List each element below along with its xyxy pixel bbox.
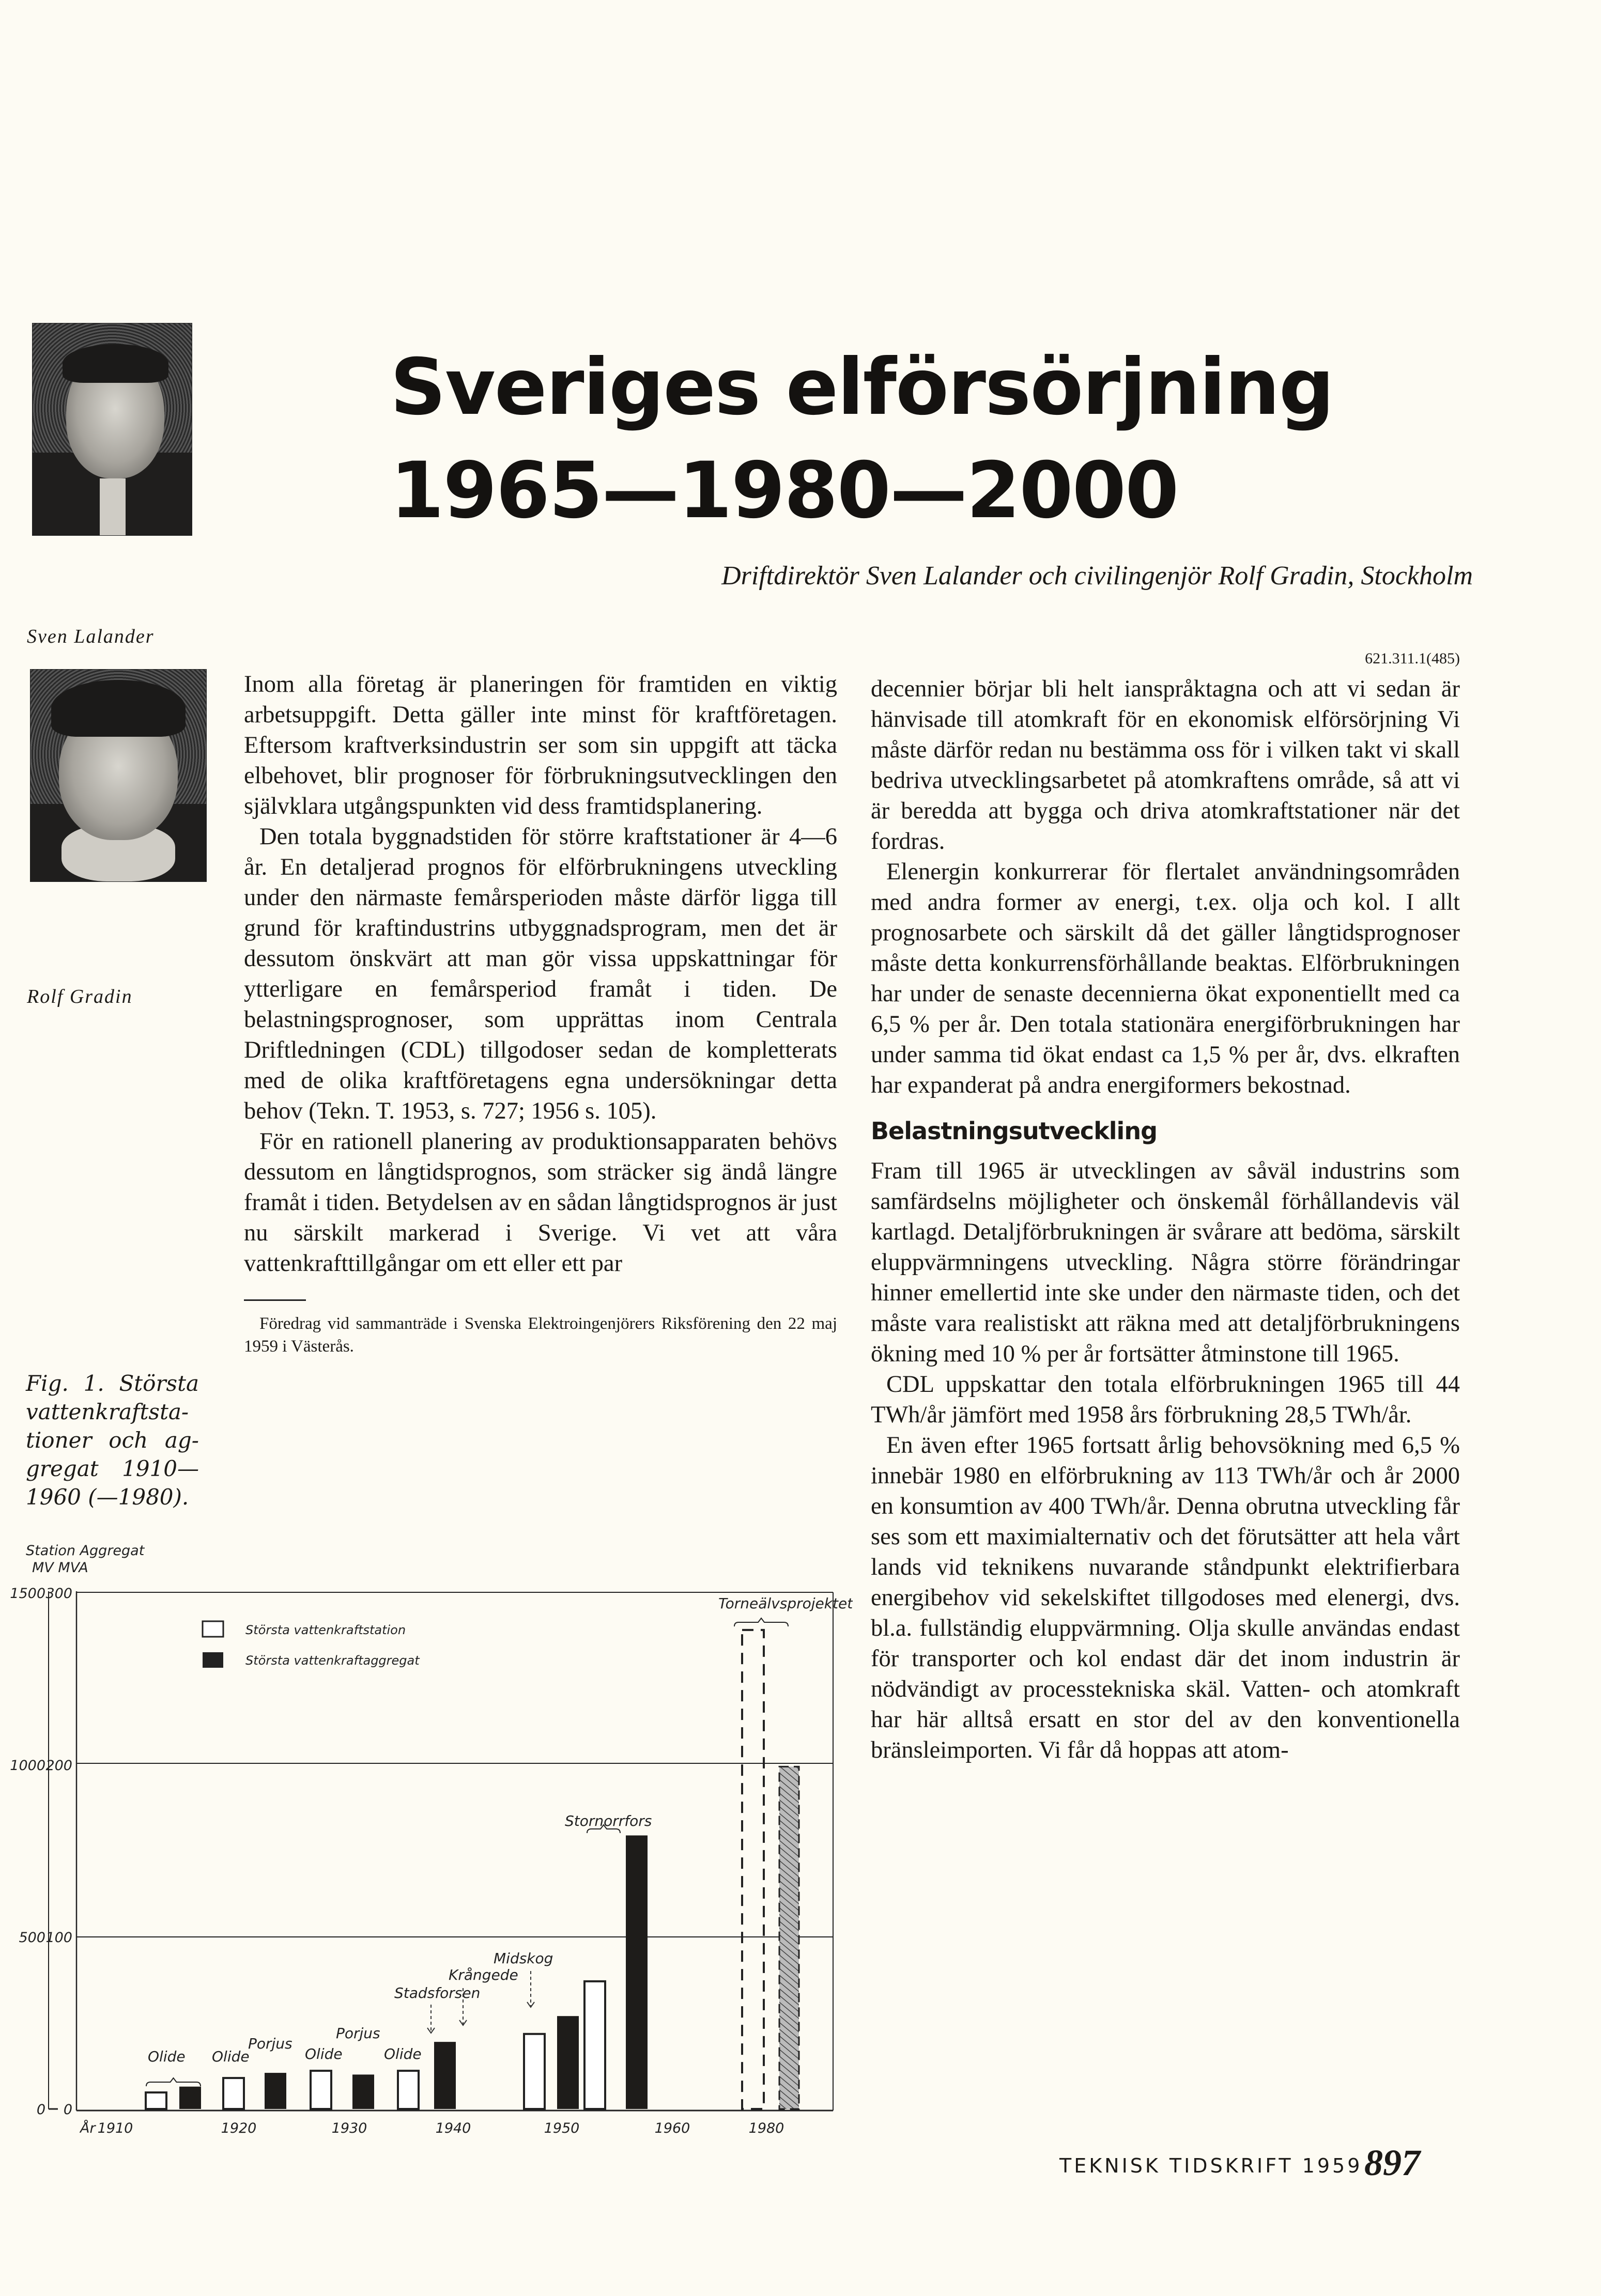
svg-text:Största vattenkraftaggregat: Största vattenkraftaggregat	[245, 1653, 420, 1668]
bar-chart	[0, 1540, 853, 2139]
svg-text:200: 200	[45, 1758, 72, 1774]
photo-caption-lalander: Sven Lalander	[27, 626, 155, 647]
paragraph: CDL uppskattar den totala elförbrukningen 1965 till 44 TWh/år jämfört med 1958 års förbrukning 28,5 TWh/år.	[871, 1371, 1460, 1428]
svg-text:År: År	[80, 2120, 96, 2136]
svg-text:Största vattenkraftstation: Största vattenkraftstation	[245, 1623, 406, 1637]
svg-text:1980: 1980	[748, 2120, 784, 2136]
paragraph: Elenergin konkurrerar för flertalet användningsområden med andra former av energi, t.ex. olja och kol. I allt prognosarbete och särskilt då det gäller långtidsprognoser måste detta konkurrensförhållande beaktas. Elförbrukningen har under de senaste decennierna ökat exponentiellt med ca 6,5 % per år. Den totala stationära energiförbrukningen har under samma tid ökat endast ca 1,5 % per år, dvs. elkraften har expanderat på andra energiformers bekostnad.	[871, 859, 1460, 1098]
svg-text:100: 100	[45, 1930, 72, 1946]
svg-text:1910: 1910	[97, 2120, 133, 2136]
figure-caption: Fig. 1. Största vattenkraftsta-tioner och ag-gregat 1910—1960 (—1980).	[26, 1371, 199, 1510]
article-title	[390, 336, 1333, 542]
svg-text:1930: 1930	[331, 2120, 367, 2136]
svg-text:Olide: Olide	[148, 2048, 186, 2065]
svg-text:500: 500	[19, 1930, 45, 1946]
author-photo-lalander	[32, 323, 192, 536]
svg-text:0: 0	[63, 2102, 72, 2118]
svg-text:1940: 1940	[435, 2120, 471, 2136]
page-number: 897	[1364, 2142, 1420, 2183]
title-line-2: 1965—1980—2000	[390, 446, 1178, 536]
footnote-rule	[244, 1299, 306, 1301]
svg-text:Olide: Olide	[384, 2045, 422, 2062]
footnote: Föredrag vid sammanträde i Svenska Elektroingenjörers Riksförening den 22 maj 1959 i Västerås.	[244, 1314, 837, 1356]
svg-text:Midskog: Midskog	[494, 1950, 553, 1967]
photo-caption-gradin: Rolf Gradin	[27, 986, 133, 1007]
column-1	[244, 669, 837, 1358]
paragraph: Den totala byggnadstiden för större kraftstationer är 4—6 år. En detaljerad prognos för elförbrukningens utveckling under den närmaste femårsperioden måste därför ligga till grund för kraftindustrins utbyggnadsprogram, men det är dessutom önskvärt att man gör vissa uppskattningar för ytterligare en femårsperiod framåt i tiden. De belastningsprognoser, som upprättas inom Centrala Driftledningen (CDL) tillgodoser sedan de kompletterats med de olika kraftföretagens egna undersökningar detta behov (Tekn. T. 1953, s. 727; 1956 s. 105).	[244, 824, 837, 1124]
svg-text:300: 300	[45, 1586, 72, 1602]
byline: Driftdirektör Sven Lalander och civilingenjör Rolf Gradin, Stockholm	[721, 561, 1473, 591]
section-heading: Belastningsutveckling	[871, 1117, 1157, 1145]
svg-text:Krångede: Krångede	[449, 1966, 518, 1983]
svg-text:Stadsforsen: Stadsforsen	[394, 1984, 481, 2002]
svg-text:1960: 1960	[654, 2120, 690, 2136]
svg-text:1950: 1950	[544, 2120, 580, 2136]
svg-text:Stornorrfors: Stornorrfors	[565, 1812, 652, 1829]
journal-footer: TEKNISK TIDSKRIFT 1959	[1059, 2154, 1363, 2177]
svg-text:1500: 1500	[10, 1586, 45, 1602]
author-photo-gradin	[30, 669, 207, 882]
udc-code: 621.311.1(485)	[1365, 650, 1460, 667]
svg-text:Porjus: Porjus	[248, 2035, 293, 2052]
paragraph: Fram till 1965 är utvecklingen av såväl industrins som samfärdselns möjligheter och önskemål förhållandevis väl kartlagd. Detaljförbrukningen är svårare att bedöma, särskilt eluppvärmningens utveckling. Några större förändringar hinner emellertid inte ske under den närmaste tiden, och det måste vara realistiskt att räkna med att detaljförbrukningens ökning med 10 % per år fortsätter åtminstone till 1965.	[871, 1158, 1460, 1367]
paragraph: En även efter 1965 fortsatt årlig behovsökning med 6,5 % innebär 1980 en elförbrukning av 113 TWh/år och år 2000 en konsumtion av 400 TWh/år. Denna obrutna utveckling får ses som ett maximialternativ och det förutsätter att hela vårt lands vid teknikens nuvarande ståndpunkt elektrifierbara energibehov vid sekelskiftet tillgodoses med elenergi, dvs. bl.a. fullständig eluppvärmning. Olja skulle användas endast för transporter och kol endast där det inom industrin är nödvändigt av processtekniska skäl. Vatten- och atomkraft har här alltså ersatt en stor del av den konventionella bränsleimporten. Vi får då hoppas att atom-	[871, 1432, 1460, 1763]
title-line-1: Sveriges elförsörjning	[390, 343, 1334, 432]
svg-text:1920: 1920	[221, 2120, 257, 2136]
svg-text:Olide: Olide	[212, 2048, 250, 2065]
svg-text:Olide: Olide	[305, 2045, 343, 2062]
paragraph: decennier börjar bli helt ianspråktagna och att vi sedan är hänvisade till atomkraft för en ekonomisk elförsörjning Vi måste därför redan nu bestämma oss för i vilken takt vi skall bedriva utvecklingsarbetet på atomkraftens område, så att vi är beredda att bygga och driva atomkraftstationer när det fordras.	[871, 676, 1460, 855]
paragraph: Inom alla företag är planeringen för framtiden en viktig arbetsuppgift. Detta gäller inte minst för kraftföretagen. Eftersom kraftverksindustrin ser som sin uppgift att täcka elbehovet, blir prognoser för förbrukningsutvecklingen den självklara utgångspunkten vid dess framtidsplanering.	[244, 671, 837, 819]
svg-text:Torneälvsprojektet: Torneälvsprojektet	[718, 1595, 853, 1612]
svg-text:1000: 1000	[10, 1758, 45, 1774]
y-axis-units: MV MVA	[32, 1560, 88, 1576]
paragraph: För en rationell planering av produktionsapparaten behövs dessutom en långtidsprognos, som sträcker sig ändå längre framåt i tiden. Betydelsen av en sådan långtidsprognos är just nu särskilt markerad i Sverige. Vi vet att våra vattenkrafttillgångar om ett eller ett par	[244, 1128, 837, 1277]
column-2	[871, 643, 1460, 1765]
svg-text:0: 0	[36, 2102, 45, 2118]
y-axis-header: Station Aggregat	[26, 1543, 145, 1559]
svg-text:Porjus: Porjus	[336, 2025, 380, 2042]
